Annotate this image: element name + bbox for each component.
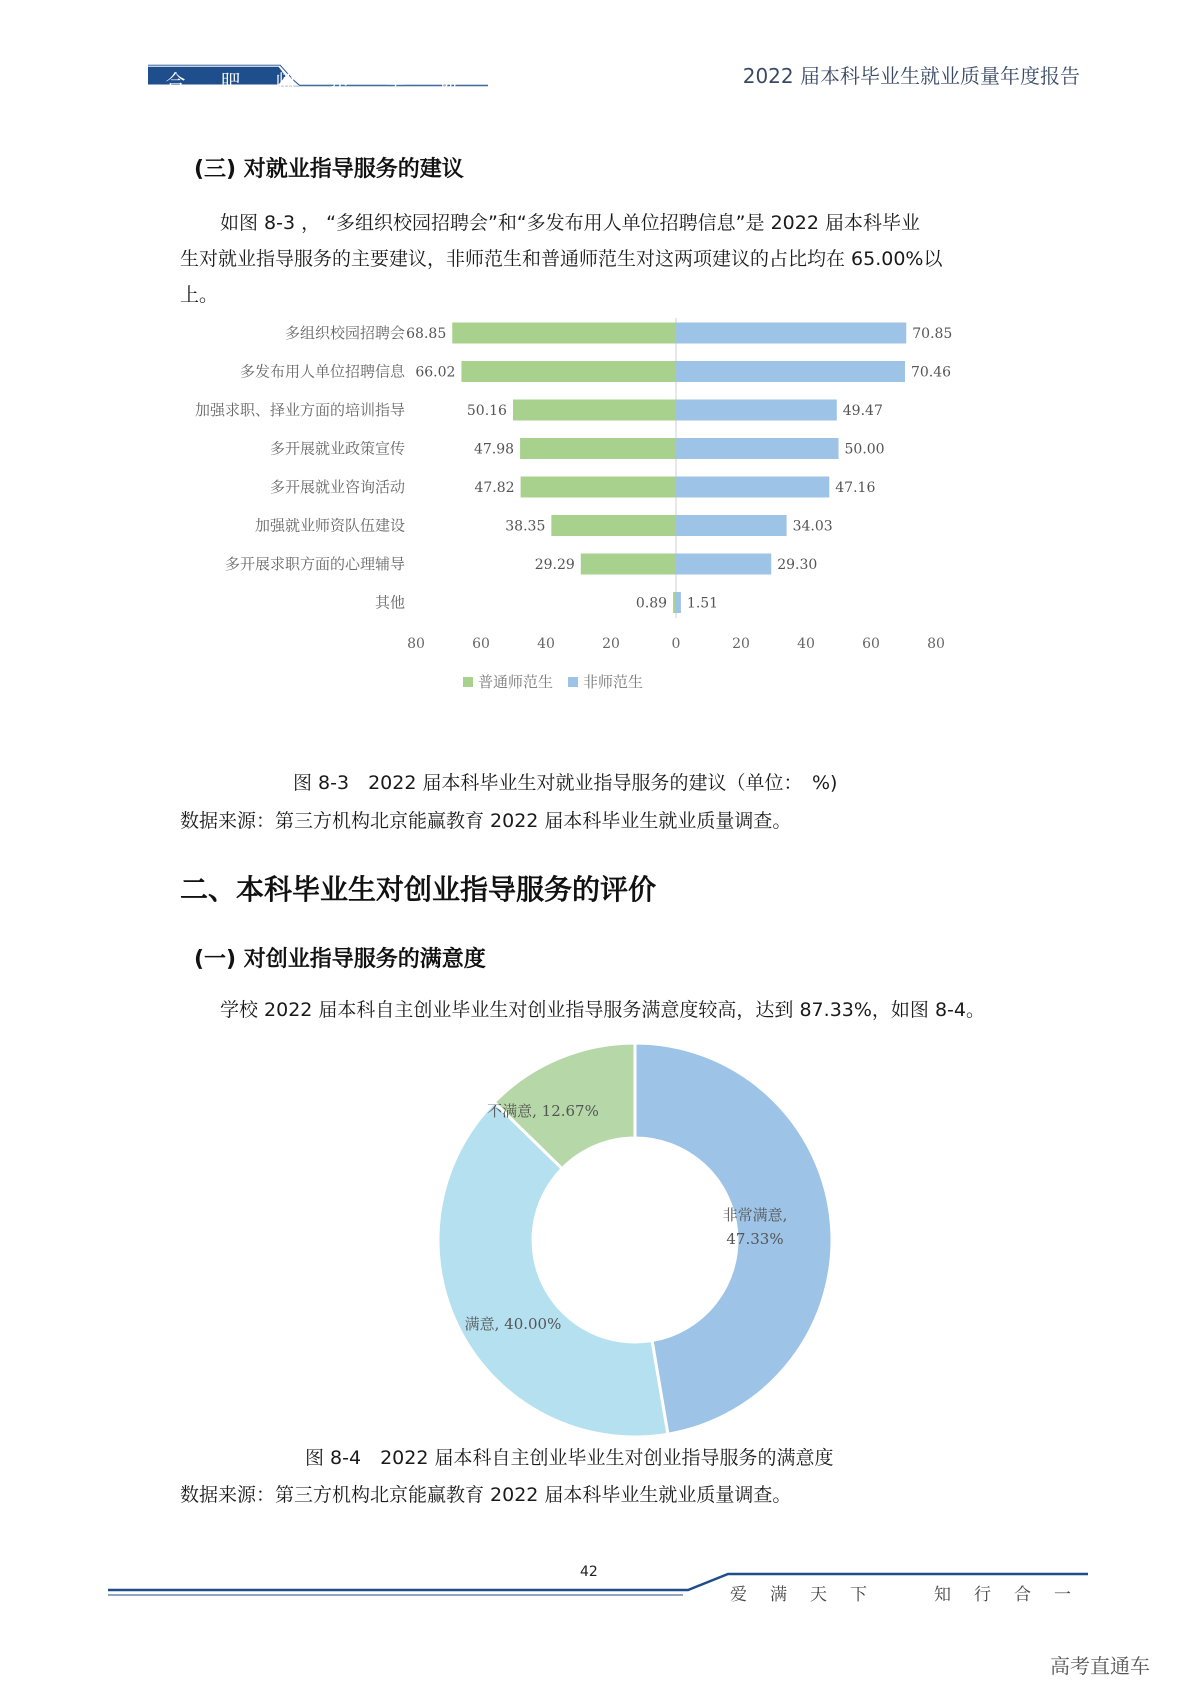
bar-normal-students	[520, 438, 676, 459]
watermark: 高考直通车	[1050, 1654, 1150, 1678]
section-heading-suggestions: (三) 对就业指导服务的建议	[194, 157, 464, 182]
slice-label: 非常满意, 47.33%	[722, 1206, 788, 1248]
x-tick-label: 80	[407, 636, 425, 652]
page-number: 42	[580, 1564, 598, 1580]
data-label-non-normal-students: 1.51	[686, 595, 719, 612]
data-label-normal-students: 47.98	[473, 441, 515, 458]
data-source: 数据来源：第三方机构北京能赢教育 2022 届本科毕业生就业质量调查。	[180, 1484, 792, 1506]
data-label-normal-students: 0.89	[635, 595, 668, 612]
school-name-char: 师	[275, 69, 296, 94]
x-tick-label: 40	[797, 636, 815, 652]
school-name-char: 院	[440, 69, 461, 94]
satisfaction-donut-chart	[435, 1040, 835, 1440]
bar-normal-students	[551, 515, 676, 536]
bar-normal-students	[581, 554, 676, 575]
category-label: 多开展就业咨询活动	[269, 478, 405, 496]
legend-swatch-normal-students	[463, 677, 473, 687]
footer-motto-char: 行	[974, 1585, 991, 1605]
data-label-normal-students: 50.16	[466, 403, 507, 419]
x-tick-label: 20	[732, 636, 750, 652]
subsection-heading-satisfaction: (一) 对创业指导服务的满意度	[194, 947, 486, 972]
school-name	[148, 62, 478, 98]
bar-non-normal-students	[676, 361, 905, 382]
slice-label: 满意, 40.00%	[464, 1315, 562, 1333]
paragraph: 学校 2022 届本科自主创业毕业生对创业指导服务满意度较高，达到 87.33%，如图 8-4。	[220, 999, 985, 1021]
section-heading-entrepreneurship: 二、本科毕业生对创业指导服务的评价	[180, 873, 657, 906]
bar-normal-students	[452, 323, 676, 344]
footer-motto	[730, 1580, 1094, 1605]
bar-non-normal-students	[676, 554, 771, 575]
category-label: 其他	[374, 593, 405, 612]
figure-caption: 图 8-3 2022 届本科毕业生对就业指导服务的建议（单位： %)	[293, 772, 838, 794]
footer-motto-char: 爱	[730, 1585, 747, 1605]
data-label-normal-students: 47.82	[474, 480, 515, 496]
x-tick-label: 40	[537, 636, 555, 652]
footer-motto-char: 一	[1054, 1585, 1071, 1605]
category-label: 多发布用人单位招聘信息	[239, 362, 405, 381]
bar-non-normal-students	[676, 400, 837, 421]
data-label-non-normal-students: 70.46	[910, 364, 952, 381]
bar-normal-students	[673, 592, 676, 613]
footer-motto-char: 知	[934, 1585, 951, 1605]
footer-motto-char: 合	[1014, 1585, 1031, 1605]
data-label-normal-students: 68.85	[406, 326, 447, 342]
bar-non-normal-students	[676, 592, 681, 613]
legend-swatch-non-normal-students	[568, 677, 578, 687]
category-label: 多开展求职方面的心理辅导	[224, 555, 405, 573]
legend-label: 普通师范生	[478, 673, 554, 691]
data-label-normal-students: 29.29	[534, 557, 575, 573]
footer-motto-char: 下	[850, 1585, 867, 1605]
data-label-normal-students: 38.35	[505, 518, 546, 535]
data-label-non-normal-students: 34.03	[792, 518, 833, 535]
footer-motto-char: 天	[810, 1585, 827, 1605]
x-tick-label: 60	[862, 636, 880, 652]
school-name-char: 肥	[220, 69, 241, 94]
x-tick-label: 20	[602, 636, 620, 652]
data-label-non-normal-students: 47.16	[835, 480, 876, 496]
bar-non-normal-students	[676, 477, 829, 498]
x-tick-label: 0	[671, 636, 681, 652]
category-label: 多组织校园招聘会	[284, 324, 405, 342]
bar-non-normal-students	[676, 438, 839, 459]
category-label: 加强就业师资队伍建设	[254, 516, 405, 535]
x-tick-label: 60	[472, 636, 490, 652]
bar-normal-students	[513, 400, 676, 421]
data-source: 数据来源：第三方机构北京能赢教育 2022 届本科毕业生就业质量调查。	[180, 810, 792, 832]
data-label-non-normal-students: 29.30	[777, 557, 818, 573]
legend-label: 非师范生	[583, 673, 644, 691]
school-name-char: 范	[330, 69, 351, 94]
slice-label: 不满意, 12.67%	[487, 1102, 599, 1120]
school-name-char: 合	[165, 69, 186, 94]
figure-caption: 图 8-4 2022 届本科自主创业毕业生对创业指导服务的满意度	[305, 1447, 834, 1469]
bar-normal-students	[521, 477, 676, 498]
bar-normal-students	[461, 361, 676, 382]
bar-non-normal-students	[676, 515, 787, 536]
data-label-non-normal-students: 70.85	[912, 326, 953, 342]
footer-motto-char: 满	[770, 1585, 787, 1605]
data-label-normal-students: 66.02	[415, 364, 456, 381]
paragraph-line: 上。	[180, 284, 219, 306]
school-name-char: 学	[385, 69, 406, 94]
data-label-non-normal-students: 49.47	[842, 403, 883, 419]
data-label-non-normal-students: 50.00	[844, 441, 885, 458]
report-title: 2022 届本科毕业生就业质量年度报告	[742, 64, 1080, 88]
bar-non-normal-students	[676, 323, 906, 344]
paragraph-line: 如图 8-3 ， “多组织校园招聘会”和“多发布用人单位招聘信息”是 2022 届本科毕业	[220, 212, 920, 234]
category-label: 多开展就业政策宣传	[269, 439, 405, 458]
category-label: 加强求职、择业方面的培训指导	[194, 401, 405, 419]
paragraph-line: 生对就业指导服务的主要建议，非师范生和普通师范生对这两项建议的占比均在 65.00%以	[180, 248, 943, 270]
suggestions-bar-chart	[170, 318, 1040, 768]
x-tick-label: 80	[927, 636, 945, 652]
